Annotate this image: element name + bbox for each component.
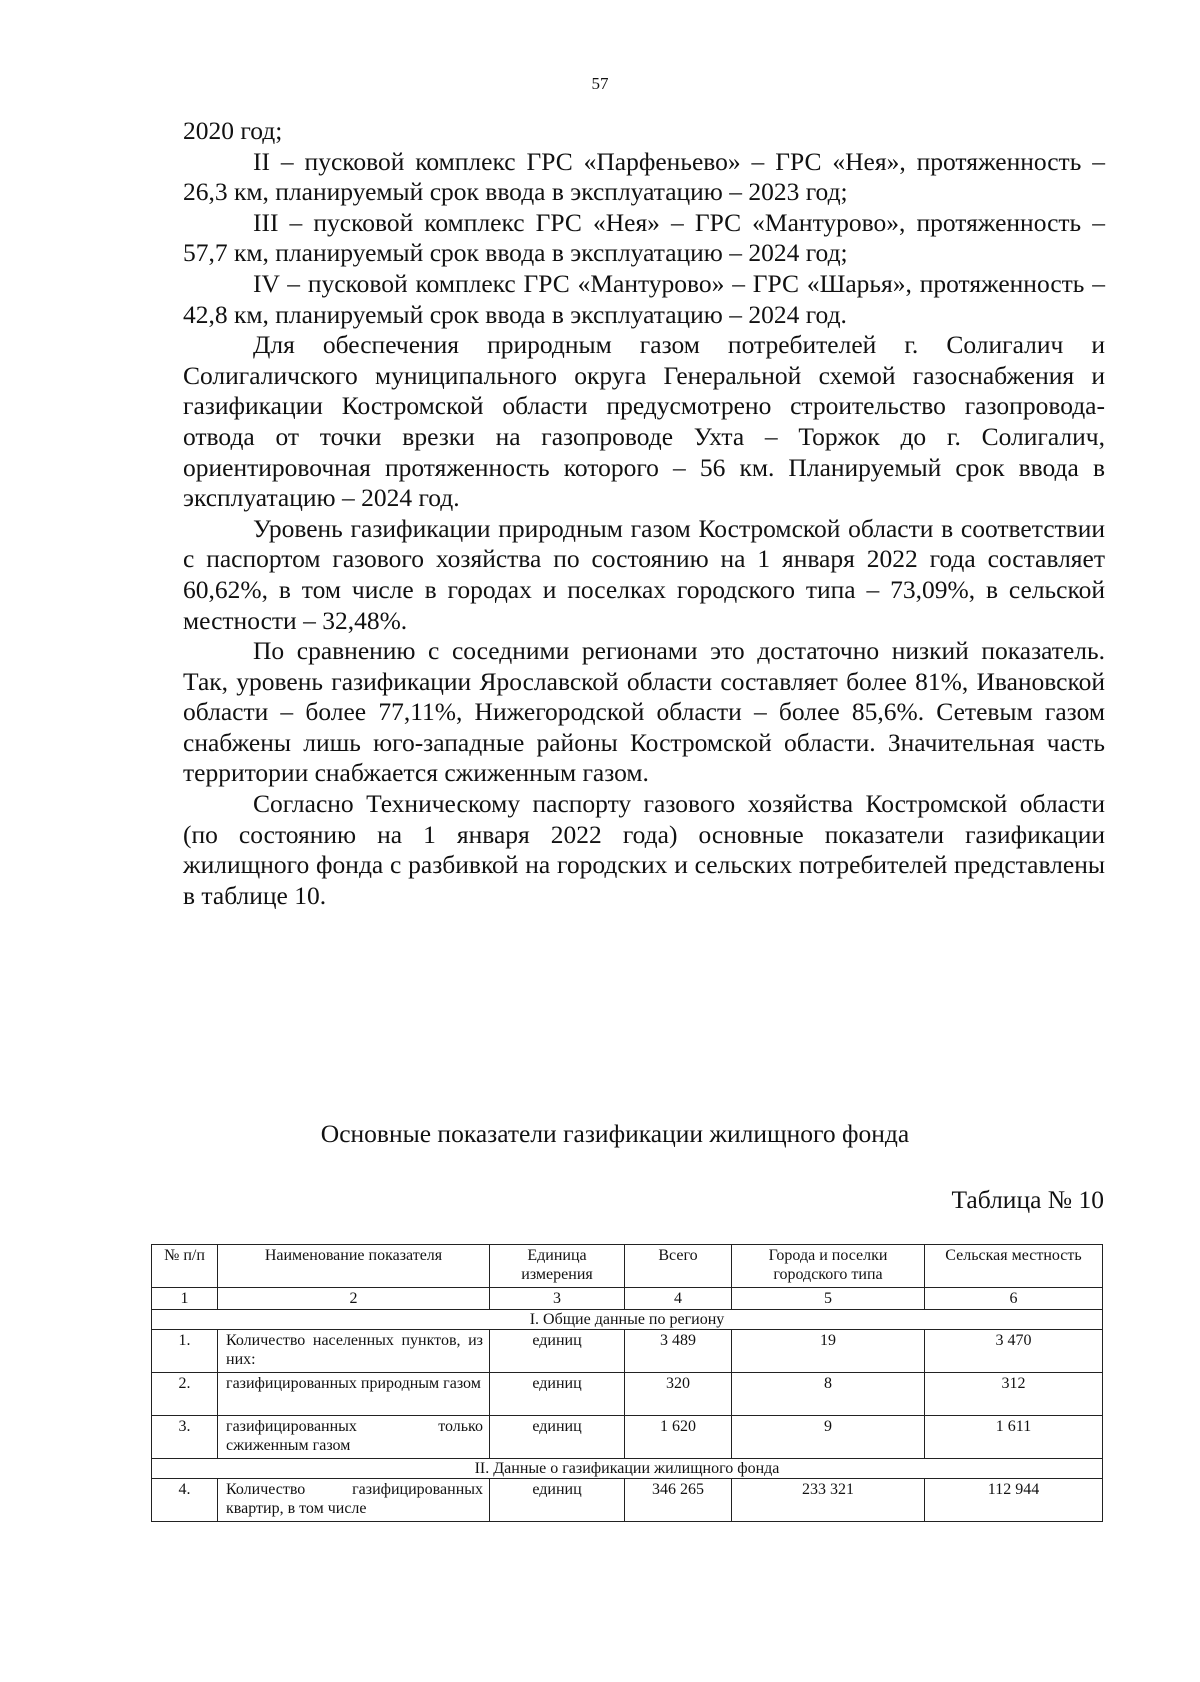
gasification-table <box>151 1244 1103 1522</box>
paragraph: IV – пусковой комплекс ГРС «Мантурово» – ГРС «Шарья», протяженность – 42,8 км, планируемый срок ввода в эксплуатацию – 2024 год. <box>183 268 1105 329</box>
header-cell: Сельская местность <box>925 1245 1103 1288</box>
paragraph: III – пусковой комплекс ГРС «Нея» – ГРС «Мантурово», протяженность – 57,7 км, планируемый срок ввода в эксплуатацию – 2024 год; <box>183 207 1105 268</box>
unit-cell: единиц <box>490 1416 625 1459</box>
unit-cell: единиц <box>490 1330 625 1373</box>
table-row <box>152 1373 1103 1416</box>
column-number-cell: 5 <box>732 1288 925 1310</box>
indicator-name: газифицированных природным газом <box>218 1373 490 1416</box>
row-number: 4. <box>152 1479 218 1522</box>
row-number: 3. <box>152 1416 218 1459</box>
paragraph: Согласно Техническому паспорту газового хозяйства Костромской области (по состоянию на 1 января 2022 года) основные показатели газификации жилищного фонда с разбивкой на городских и сельских потребителей представлены в таблице 10. <box>183 789 1105 910</box>
page-number: 57 <box>591 74 609 93</box>
total-cell: 3 489 <box>625 1330 732 1373</box>
header-cell: Города и поселки городского типа <box>732 1245 925 1288</box>
column-number-row <box>152 1288 1103 1310</box>
header-cell: № п/п <box>152 1245 218 1288</box>
paragraph: 2020 год; <box>183 116 283 145</box>
rural-cell: 1 611 <box>925 1416 1103 1459</box>
indicator-name: газифицированных только сжиженным газом <box>218 1416 490 1459</box>
body-text <box>183 116 1105 911</box>
urban-cell: 19 <box>732 1330 925 1373</box>
row-number: 1. <box>152 1330 218 1373</box>
row-number: 2. <box>152 1373 218 1416</box>
header-cell: Всего <box>625 1245 732 1288</box>
table-number: Таблица № 10 <box>951 1185 1104 1214</box>
rural-cell: 3 470 <box>925 1330 1103 1373</box>
rural-cell: 112 944 <box>925 1479 1103 1522</box>
table-header-row <box>152 1245 1103 1288</box>
section-title: II. Данные о газификации жилищного фонда <box>152 1459 1103 1479</box>
total-cell: 1 620 <box>625 1416 732 1459</box>
urban-cell: 8 <box>732 1373 925 1416</box>
paragraph: II – пусковой комплекс ГРС «Парфеньево» – ГРС «Нея», протяженность – 26,3 км, планируемый срок ввода в эксплуатацию – 2023 год; <box>183 146 1105 207</box>
unit-cell: единиц <box>490 1479 625 1522</box>
section-title: I. Общие данные по региону <box>152 1310 1103 1330</box>
table-row <box>152 1330 1103 1373</box>
table-heading: Основные показатели газификации жилищного фонда <box>320 1119 910 1148</box>
table-row <box>152 1479 1103 1522</box>
paragraph: По сравнению с соседними регионами это достаточно низкий показатель. Так, уровень газификации Ярославской области составляет более 81%, Ивановской области – более 77,11%, Нижегородской области – более 85,6%. Сетевым газом снабжены лишь юго-западные районы Костромской области. Значительная часть территории снабжается сжиженным газом. <box>183 636 1105 788</box>
total-cell: 346 265 <box>625 1479 732 1522</box>
indicator-name: Количество населенных пунктов, из них: <box>218 1330 490 1373</box>
table-row <box>152 1416 1103 1459</box>
urban-cell: 233 321 <box>732 1479 925 1522</box>
unit-cell: единиц <box>490 1373 625 1416</box>
header-cell: Единица измерения <box>490 1245 625 1288</box>
column-number-cell: 4 <box>625 1288 732 1310</box>
column-number-cell: 3 <box>490 1288 625 1310</box>
column-number-cell: 6 <box>925 1288 1103 1310</box>
section-row <box>152 1310 1103 1330</box>
section-row <box>152 1459 1103 1479</box>
rural-cell: 312 <box>925 1373 1103 1416</box>
indicator-name: Количество газифицированных квартир, в том числе <box>218 1479 490 1522</box>
urban-cell: 9 <box>732 1416 925 1459</box>
column-number-cell: 2 <box>218 1288 490 1310</box>
column-number-cell: 1 <box>152 1288 218 1310</box>
paragraph: Для обеспечения природным газом потребителей г. Солигалич и Солигаличского муниципального округа Генеральной схемой газоснабжения и газификации Костромской области предусмотрено строительство газопровода-отвода от точки врезки на газопроводе Ухта – Торжок до г. Солигалич, ориентировочная протяженность которого – 56 км. Планируемый срок ввода в эксплуатацию – 2024 год. <box>183 330 1105 513</box>
total-cell: 320 <box>625 1373 732 1416</box>
header-cell: Наименование показателя <box>218 1245 490 1288</box>
paragraph: Уровень газификации природным газом Костромской области в соответствии с паспортом газового хозяйства по состоянию на 1 января 2022 года составляет 60,62%, в том числе в городах и поселках городского типа – 73,09%, в сельской местности – 32,48%. <box>183 513 1105 635</box>
